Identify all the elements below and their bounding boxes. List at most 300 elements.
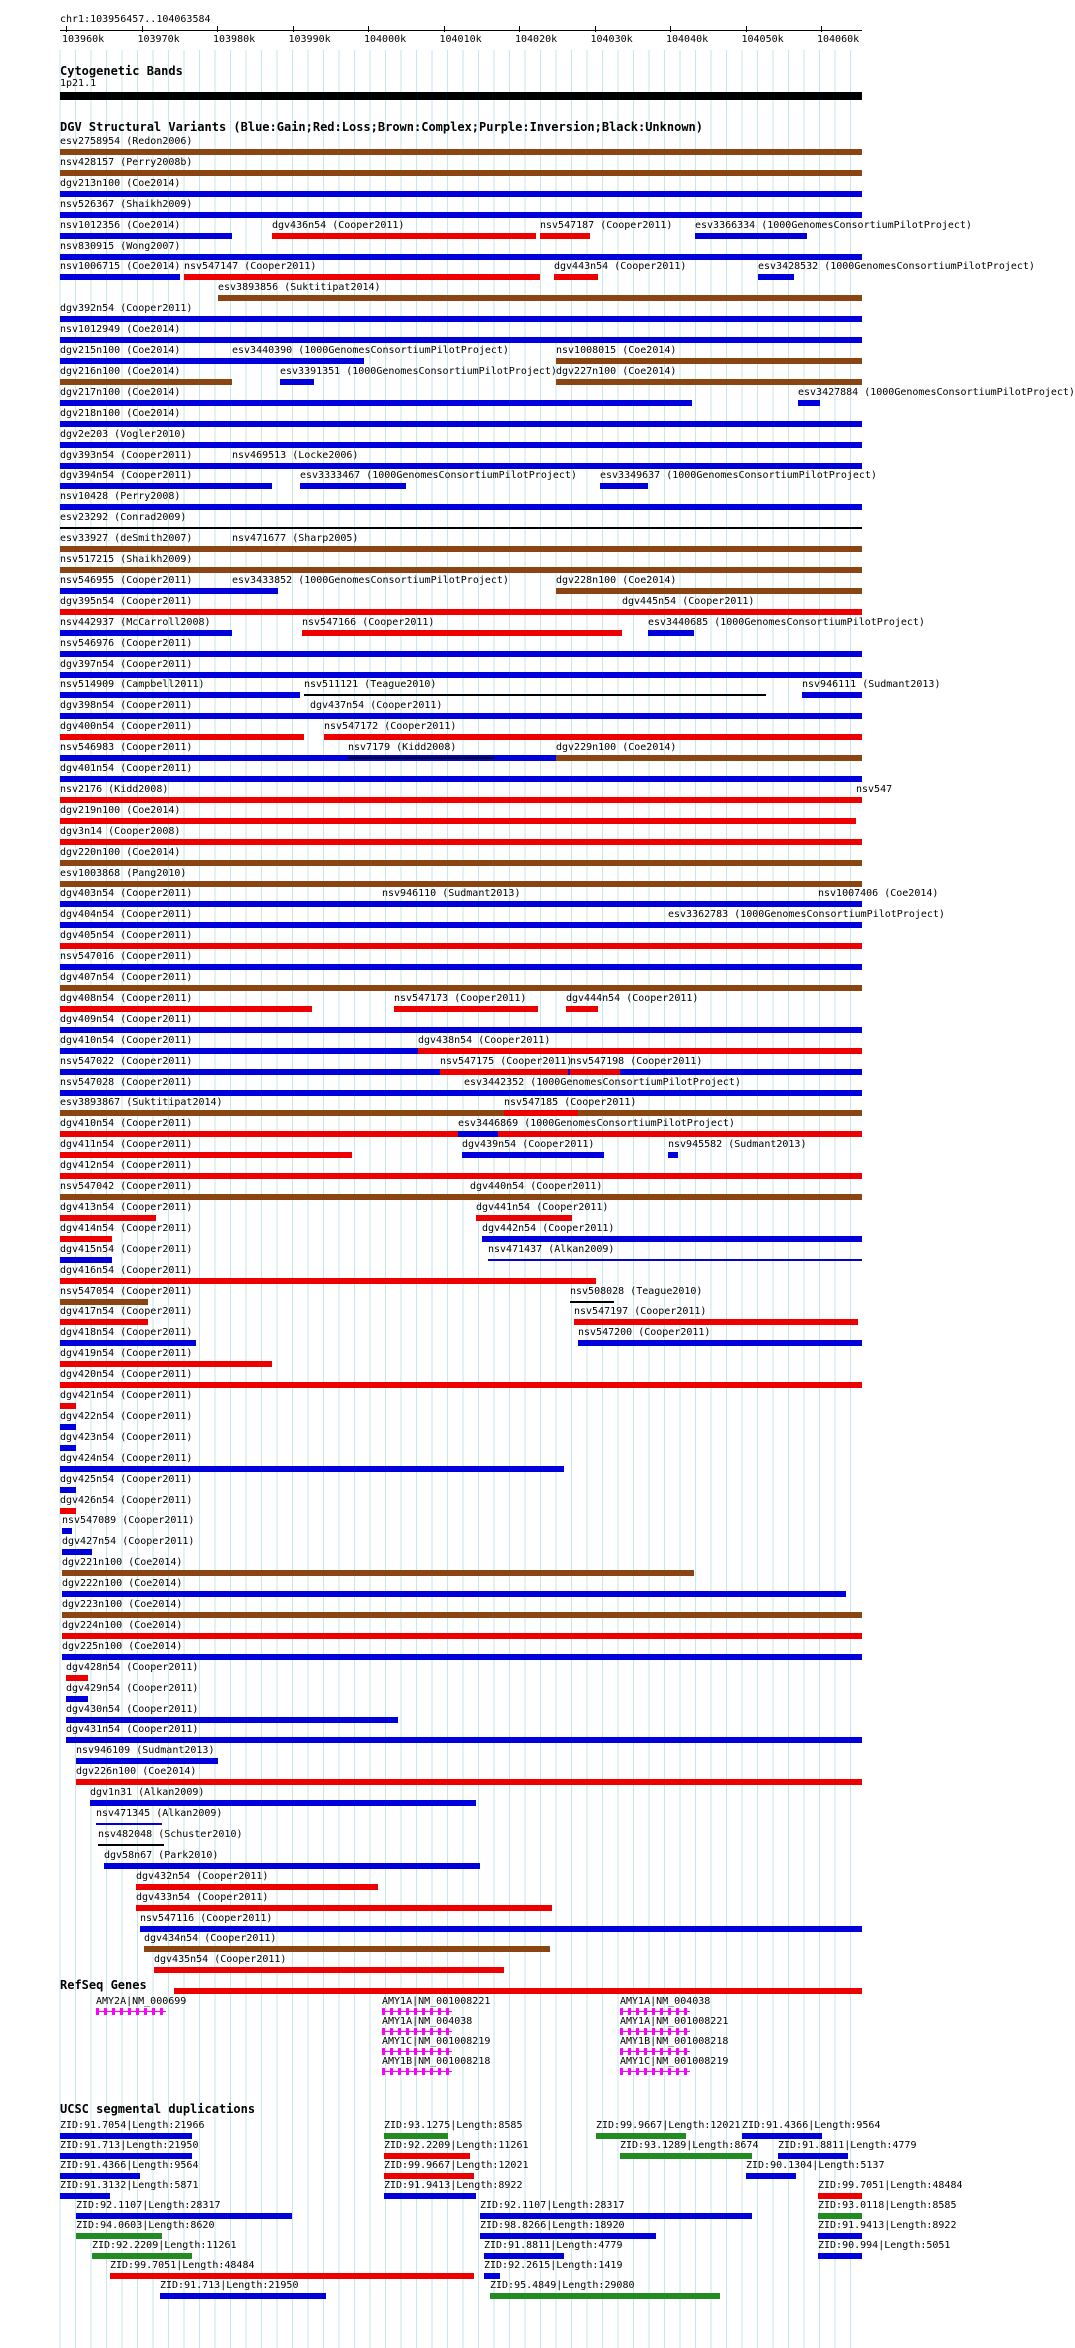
gene-exon[interactable] [398,2048,401,2055]
gene-exon[interactable] [684,2008,687,2015]
variant-label: dgv444n54 (Cooper2011) [566,992,699,1004]
variant-label: dgv228n100 (Coe2014) [556,574,677,586]
variant-bar[interactable] [136,1905,552,1911]
gene-exon[interactable] [382,2068,385,2075]
variant-label: nsv547116 (Cooper2011) [140,1912,273,1924]
gene-exon[interactable] [676,2008,679,2015]
gene-exon[interactable] [668,2068,671,2075]
variant-bar[interactable] [60,421,862,427]
variant-bar[interactable] [695,233,807,239]
gene-exon[interactable] [636,2048,639,2055]
variant-bar[interactable] [60,274,180,280]
variant-bar[interactable] [556,358,862,364]
variant-label: nsv2176 (Kidd2008) [60,783,169,795]
cyto-band-label: 1p21.1 [60,78,97,89]
dup-label: ZID:95.4849|Length:29080 [490,2280,635,2291]
gene-exon[interactable] [152,2008,155,2015]
variant-bar[interactable] [60,839,862,845]
gene-exon[interactable] [422,2008,425,2015]
variant-label: esv3333467 (1000GenomesConsortiumPilotProject) [300,470,577,482]
variant-bar[interactable] [382,901,678,907]
variant-bar[interactable] [60,1466,564,1472]
gene-exon[interactable] [644,2008,647,2015]
variant-bar[interactable] [60,1403,76,1409]
variant-bar[interactable] [464,1090,572,1096]
variant-bar[interactable] [60,1424,76,1430]
dup-bar[interactable] [818,2253,862,2259]
variant-bar[interactable] [60,316,862,322]
variant-bar[interactable] [600,483,648,489]
gene-exon[interactable] [422,2068,425,2075]
variant-label: dgv219n100 (Coe2014) [60,804,181,816]
gene-exon[interactable] [668,2008,671,2015]
gene-exon[interactable] [684,2048,687,2055]
gene-exon[interactable] [636,2028,639,2035]
variant-bar[interactable] [60,1382,862,1388]
gene-exon[interactable] [620,2008,623,2015]
gene-exon[interactable] [660,2068,663,2075]
variant-bar[interactable] [556,379,862,385]
variant-bar[interactable] [232,463,862,469]
variant-bar[interactable] [668,922,766,928]
variant-label: nsv547042 (Cooper2011) [60,1181,193,1192]
variant-bar[interactable] [60,1090,862,1096]
variant-label: dgv392n54 (Cooper2011) [60,303,193,315]
variant-bar[interactable] [482,1236,862,1242]
variant-bar[interactable] [104,1863,480,1869]
gene-exon[interactable] [398,2008,401,2015]
variant-bar[interactable] [272,233,536,239]
gene-exon[interactable] [398,2068,401,2075]
variant-label: esv33927 (deSmith2007) [60,533,193,545]
gene-exon[interactable] [446,2068,449,2075]
variant-bar[interactable] [668,1152,678,1158]
gene-exon[interactable] [676,2068,679,2075]
variant-label: dgv428n54 (Cooper2011) [66,1661,199,1673]
variant-label: nsv546955 (Cooper2011) [60,574,193,586]
gene-exon[interactable] [382,2028,385,2035]
variant-bar[interactable] [60,1508,76,1514]
gene-exon[interactable] [128,2008,131,2015]
variant-bar[interactable] [418,1048,862,1054]
variant-bar[interactable] [60,588,232,594]
variant-label: dgv435n54 (Cooper2011) [154,1954,287,1966]
gene-exon[interactable] [430,2048,433,2055]
gene-exon[interactable] [120,2008,123,2015]
variant-label: esv23292 (Conrad2009) [60,512,187,524]
cyto-band-bar[interactable] [60,92,862,100]
variant-bar[interactable] [60,358,232,364]
dup-bar[interactable] [818,2233,862,2239]
variant-bar[interactable] [60,463,232,469]
ruler-tick [142,26,143,32]
variant-bar[interactable] [96,1823,162,1825]
variant-bar[interactable] [60,1257,112,1263]
variant-bar[interactable] [300,483,406,489]
dup-bar[interactable] [818,2193,862,2199]
variant-bar[interactable] [60,483,272,489]
variant-bar[interactable] [60,651,862,657]
dup-bar[interactable] [60,2153,192,2159]
gene-exon[interactable] [112,2008,115,2015]
variant-label: nsv946111 (Sudmant2013) [802,679,941,691]
gene-exon[interactable] [446,2008,449,2015]
variant-label: dgv431n54 (Cooper2011) [66,1724,199,1736]
gene-exon[interactable] [414,2028,417,2035]
variant-label: dgv229n100 (Coe2014) [556,742,677,754]
gene-label: AMY1A|NM_001008221 [620,2016,729,2027]
gene-exon[interactable] [144,2008,147,2015]
gene-exon[interactable] [676,2048,679,2055]
variant-label: dgv413n54 (Cooper2011) [60,1201,193,1213]
dup-label: ZID:93.1289|Length:8674 [620,2140,759,2151]
variant-label: dgv442n54 (Cooper2011) [482,1222,615,1234]
variant-bar[interactable] [66,1675,88,1681]
ruler-tick-label: 104030k [590,34,633,45]
variant-bar[interactable] [232,588,278,594]
variant-bar[interactable] [144,1946,550,1952]
gene-label: AMY1A|NM_004038 [382,2016,473,2027]
variant-bar[interactable] [60,1361,272,1367]
variant-label: dgv424n54 (Cooper2011) [60,1452,193,1464]
gene-exon[interactable] [430,2068,433,2075]
variant-bar[interactable] [60,943,862,949]
variant-label: esv3362783 (1000GenomesConsortiumPilotProject) [668,909,945,921]
variant-bar[interactable] [60,964,862,970]
variant-bar[interactable] [304,694,766,696]
variant-bar[interactable] [60,1173,862,1179]
dup-bar[interactable] [778,2153,848,2159]
dup-bar[interactable] [60,2193,110,2199]
variant-label: dgv400n54 (Cooper2011) [60,721,193,733]
dup-bar[interactable] [818,2213,862,2219]
dup-bar[interactable] [384,2133,448,2139]
variant-bar[interactable] [60,1110,862,1116]
variant-bar[interactable] [184,274,540,280]
gene-exon[interactable] [406,2008,409,2015]
variant-label: dgv213n100 (Coe2014) [60,177,181,189]
variant-label: esv3433852 (1000GenomesConsortiumPilotProject) [232,574,509,586]
gene-exon[interactable] [438,2048,441,2055]
variant-bar[interactable] [648,630,694,636]
dup-bar[interactable] [484,2253,564,2259]
dup-bar[interactable] [384,2173,474,2179]
variant-label: dgv418n54 (Cooper2011) [60,1327,193,1339]
variant-bar[interactable] [62,1591,846,1597]
variant-bar[interactable] [60,546,232,552]
gene-exon[interactable] [414,2068,417,2075]
variant-label: esv3427884 (1000GenomesConsortiumPilotProject) [798,386,1075,398]
variant-bar[interactable] [62,1570,694,1576]
dup-bar[interactable] [484,2273,500,2279]
gene-exon[interactable] [406,2048,409,2055]
gene-exon[interactable] [406,2028,409,2035]
gene-exon[interactable] [430,2028,433,2035]
variant-bar[interactable] [574,1319,858,1325]
variant-label: dgv410n54 (Cooper2011) [60,1118,193,1130]
variant-bar[interactable] [60,504,862,510]
variant-bar[interactable] [578,1340,862,1346]
variant-bar[interactable] [440,1069,568,1075]
variant-bar[interactable] [60,1299,148,1305]
dup-bar[interactable] [76,2213,292,2219]
variant-bar[interactable] [60,379,232,385]
variant-bar[interactable] [60,149,862,155]
gene-exon[interactable] [430,2008,433,2015]
variant-bar[interactable] [136,1884,378,1890]
gene-exon[interactable] [136,2008,139,2015]
gene-exon[interactable] [660,2048,663,2055]
dup-bar[interactable] [480,2213,752,2219]
gene-exon[interactable] [414,2048,417,2055]
variant-bar[interactable] [348,757,494,759]
variant-bar[interactable] [798,400,820,406]
variant-bar[interactable] [540,233,590,239]
variant-bar[interactable] [570,1069,620,1075]
variant-bar[interactable] [60,442,862,448]
variant-label: nsv547022 (Cooper2011) [60,1055,193,1067]
variant-bar[interactable] [504,1110,578,1116]
variant-bar[interactable] [470,1194,862,1200]
variant-bar[interactable] [60,734,304,740]
dup-bar[interactable] [480,2233,656,2239]
variant-bar[interactable] [60,881,862,887]
variant-label: dgv221n100 (Coe2014) [62,1557,183,1569]
gene-exon[interactable] [398,2028,401,2035]
dup-bar[interactable] [490,2293,720,2299]
variant-bar[interactable] [60,170,862,176]
variant-bar[interactable] [302,630,622,636]
variant-bar[interactable] [622,609,862,615]
variant-label: dgv415n54 (Cooper2011) [60,1243,193,1255]
gene-exon[interactable] [446,2048,449,2055]
gene-exon[interactable] [636,2068,639,2075]
gene-exon[interactable] [160,2008,163,2015]
variant-label: dgv438n54 (Cooper2011) [418,1034,551,1046]
variant-bar[interactable] [458,1131,498,1137]
dup-bar[interactable] [110,2273,474,2279]
variant-label: dgv410n54 (Cooper2011) [60,1034,193,1046]
variant-bar[interactable] [556,755,862,761]
variant-bar[interactable] [556,588,862,594]
variant-label: dgv403n54 (Cooper2011) [60,888,193,900]
dup-bar[interactable] [596,2133,686,2139]
variant-bar[interactable] [60,672,862,678]
gene-exon[interactable] [628,2008,631,2015]
gene-exon[interactable] [628,2068,631,2075]
gene-exon[interactable] [652,2008,655,2015]
gene-exon[interactable] [644,2068,647,2075]
variant-bar[interactable] [60,1278,596,1284]
variant-bar[interactable] [60,400,692,406]
variant-bar[interactable] [60,1445,76,1451]
variant-bar[interactable] [60,567,862,573]
variant-label: nsv547197 (Cooper2011) [574,1306,707,1318]
variant-bar[interactable] [60,818,856,824]
gene-exon[interactable] [620,2048,623,2055]
gene-label: AMY1B|NM_001008218 [620,2036,729,2047]
variant-bar[interactable] [554,274,598,280]
variant-bar[interactable] [232,358,364,364]
gene-exon[interactable] [422,2048,425,2055]
ruler-tick-label: 103970k [137,34,180,45]
variant-label: nsv547089 (Cooper2011) [62,1515,195,1527]
dup-bar[interactable] [60,2173,140,2179]
variant-bar[interactable] [66,1717,398,1723]
variant-bar[interactable] [60,1027,862,1033]
variant-bar[interactable] [60,527,862,529]
gene-label: AMY1A|NM_001008221 [382,1996,491,2007]
variant-bar[interactable] [60,985,862,991]
ruler-tick [746,26,747,32]
gene-exon[interactable] [390,2048,393,2055]
variant-bar[interactable] [856,797,862,803]
variant-bar[interactable] [66,1737,862,1743]
gene-exon[interactable] [382,2048,385,2055]
ruler-tick [670,26,671,32]
dup-bar[interactable] [92,2253,192,2259]
variant-bar[interactable] [60,212,862,218]
gene-exon[interactable] [668,2028,671,2035]
variant-label: dgv420n54 (Cooper2011) [60,1369,193,1381]
variant-bar[interactable] [62,1654,862,1660]
variant-bar[interactable] [476,1215,572,1221]
variant-bar[interactable] [66,1696,88,1702]
gene-exon[interactable] [636,2008,639,2015]
gene-exon[interactable] [652,2048,655,2055]
dup-bar[interactable] [384,2153,470,2159]
variant-label: dgv222n100 (Coe2014) [62,1578,183,1590]
variant-bar[interactable] [60,692,300,698]
variant-bar[interactable] [60,1487,76,1493]
gene-exon[interactable] [438,2028,441,2035]
gene-exon[interactable] [438,2008,441,2015]
variant-bar[interactable] [60,1236,112,1242]
variant-bar[interactable] [174,1988,862,1994]
gene-exon[interactable] [390,2008,393,2015]
gene-exon[interactable] [668,2048,671,2055]
variant-bar[interactable] [802,692,862,698]
variant-bar[interactable] [570,1301,614,1303]
gene-exon[interactable] [414,2008,417,2015]
variant-bar[interactable] [566,1006,598,1012]
variant-bar[interactable] [758,274,794,280]
variant-bar[interactable] [62,1612,862,1618]
gene-exon[interactable] [438,2068,441,2075]
variant-label: nsv547175 (Cooper2011) [440,1055,573,1067]
gene-exon[interactable] [620,2028,623,2035]
variant-bar[interactable] [60,1152,352,1158]
gene-exon[interactable] [644,2048,647,2055]
variant-label: esv3446869 (1000GenomesConsortiumPilotProject) [458,1118,735,1130]
variant-bar[interactable] [310,713,862,719]
variant-label: nsv526367 (Shaikh2009) [60,198,193,210]
variant-bar[interactable] [98,1844,164,1846]
gene-exon[interactable] [382,2008,385,2015]
dup-label: ZID:91.4366|Length:9564 [60,2160,199,2171]
variant-bar[interactable] [324,734,862,740]
dup-bar[interactable] [384,2193,476,2199]
gene-exon[interactable] [628,2028,631,2035]
dup-label: ZID:91.8811|Length:4779 [484,2240,623,2251]
gene-exon[interactable] [422,2028,425,2035]
ruler-tick-label: 103960k [62,34,105,45]
coordinate-readout: chr1:103956457..104063584 [60,14,211,25]
gene-exon[interactable] [390,2028,393,2035]
variant-bar[interactable] [488,1259,862,1261]
dup-label: ZID:90.1304|Length:5137 [746,2160,885,2171]
gene-exon[interactable] [660,2008,663,2015]
variant-bar[interactable] [60,776,862,782]
dup-bar[interactable] [76,2233,162,2239]
dup-label: ZID:90.994|Length:5051 [818,2240,951,2251]
dup-bar[interactable] [742,2133,822,2139]
variant-label: dgv432n54 (Cooper2011) [136,1870,269,1882]
variant-bar[interactable] [218,295,862,301]
variant-bar[interactable] [154,1967,504,1973]
dup-bar[interactable] [746,2173,796,2179]
variant-bar[interactable] [60,1215,156,1221]
variant-bar[interactable] [394,1006,538,1012]
gene-exon[interactable] [620,2068,623,2075]
dup-label: ZID:91.713|Length:21950 [160,2280,299,2291]
dup-label: ZID:93.0118|Length:8585 [818,2200,957,2211]
gene-exon[interactable] [390,2068,393,2075]
gene-exon[interactable] [644,2028,647,2035]
dup-bar[interactable] [60,2133,192,2139]
gene-exon[interactable] [676,2028,679,2035]
variant-bar[interactable] [280,379,314,385]
variant-bar[interactable] [232,546,862,552]
gene-exon[interactable] [660,2028,663,2035]
gene-exon[interactable] [406,2068,409,2075]
variant-bar[interactable] [60,254,862,260]
variant-label: dgv408n54 (Cooper2011) [60,992,193,1004]
variant-bar[interactable] [60,337,862,343]
gene-exon[interactable] [684,2028,687,2035]
gene-exon[interactable] [446,2028,449,2035]
variant-bar[interactable] [60,797,862,803]
gene-exon[interactable] [628,2048,631,2055]
variant-label: dgv405n54 (Cooper2011) [60,930,193,942]
variant-bar[interactable] [90,1800,476,1806]
variant-bar[interactable] [62,1549,92,1555]
dup-bar[interactable] [160,2293,326,2299]
dup-bar[interactable] [620,2153,752,2159]
variant-bar[interactable] [60,1340,196,1346]
variant-bar[interactable] [60,860,862,866]
gene-exon[interactable] [652,2028,655,2035]
variant-bar[interactable] [462,1152,604,1158]
variant-bar[interactable] [140,1926,862,1932]
variant-bar[interactable] [818,901,862,907]
variant-bar[interactable] [60,1006,312,1012]
gene-exon[interactable] [652,2068,655,2075]
variant-bar[interactable] [62,1633,862,1639]
variant-bar[interactable] [62,1528,72,1534]
gene-exon[interactable] [96,2008,99,2015]
variant-bar[interactable] [60,1319,148,1325]
variant-bar[interactable] [60,233,232,239]
variant-bar[interactable] [60,630,232,636]
variant-bar[interactable] [76,1758,218,1764]
variant-bar[interactable] [76,1779,862,1785]
variant-bar[interactable] [60,191,862,197]
variant-label: dgv217n100 (Coe2014) [60,386,181,398]
gene-exon[interactable] [684,2068,687,2075]
variant-label: nsv1008015 (Coe2014) [556,345,677,356]
gene-exon[interactable] [104,2008,107,2015]
